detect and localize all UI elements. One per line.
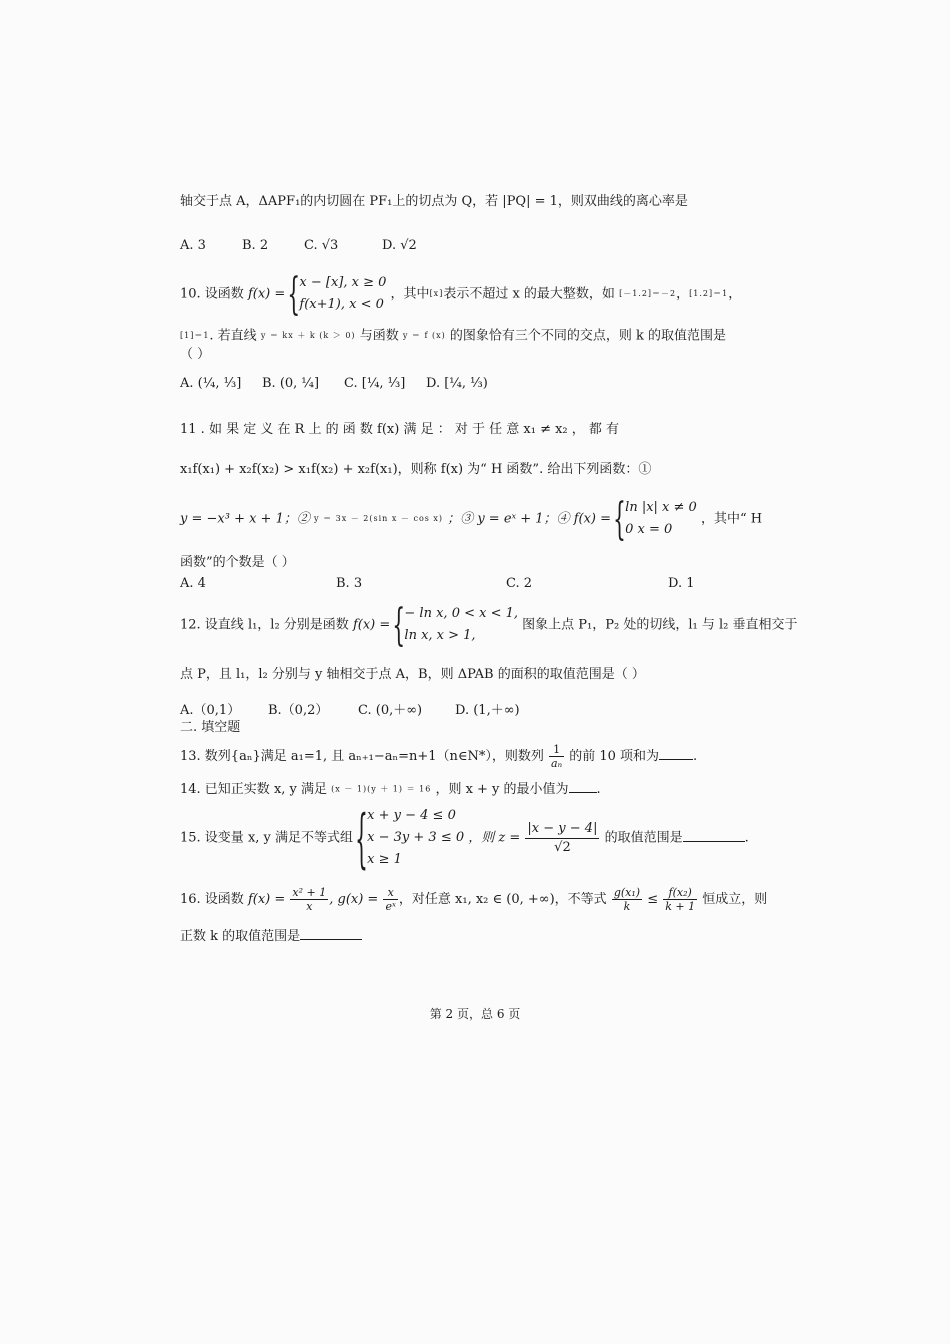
q11-case1: { ln |x| x ≠ 0 xyxy=(625,500,697,515)
q10-case2: f(x+1), x < 0 xyxy=(299,297,384,312)
q12-suffix: 图象上点 P₁，P₂ 处的切线，l₁ 与 l₂ 垂直相交于 xyxy=(522,617,798,633)
q10-option-d: D. [¼, ⅓) xyxy=(426,376,488,391)
q15-case1: { x + y − 4 ≤ 0 xyxy=(367,808,456,823)
q11-func2: y ＝ 3x － 2(sin x － cos x) xyxy=(314,514,444,523)
q9-option-d: D. √2 xyxy=(382,238,417,253)
q12-fx: f(x) = xyxy=(352,617,391,633)
q16-prefix: 16. 设函数 xyxy=(180,892,244,907)
q15-frac-num: |x − y − 4| xyxy=(525,820,599,839)
q10-prefix: 10. 设函数 xyxy=(180,286,244,302)
q16-line1 xyxy=(180,886,767,913)
q16-g-fraction xyxy=(383,886,397,913)
q16-g-num: x xyxy=(383,886,397,900)
q14-text2: ，则 x + y 的最小值为 xyxy=(435,782,569,797)
q12-option-d: D. (1,＋∞) xyxy=(455,703,520,718)
q11-piecewise xyxy=(615,497,697,541)
q11-func3: ；③ y = eˣ + 1；④ f(x) = xyxy=(447,511,612,527)
q10-line-equation: y ＝ kx ＋ k (k ＞ 0) xyxy=(260,331,356,340)
q15-system xyxy=(357,805,464,871)
q12-option-c: C. (0,＋∞) xyxy=(358,703,423,718)
q10-answer-paren: （ ） xyxy=(180,347,211,362)
q11-line1: 11 . 如 果 定 义 在 R 上 的 函 数 f(x) 满 足 ： 对 于 任 意 x₁ ≠ x₂ ， 都 有 xyxy=(180,422,620,437)
q10-example2: [1.2]＝1 xyxy=(689,289,729,298)
q9-option-c: C. √3 xyxy=(304,238,339,253)
q15-line xyxy=(180,805,749,871)
q10-fx: f(x) = xyxy=(247,286,286,302)
q16-l-num: g(x₁) xyxy=(613,886,641,899)
q11-line3 xyxy=(180,497,762,541)
q15-mid: ，则 z = xyxy=(468,830,521,846)
q10-example3: [1]＝1 xyxy=(180,331,210,340)
q16-answer-blank[interactable] xyxy=(300,927,362,940)
q15-case2: x − 3y + 3 ≤ 0 xyxy=(367,830,465,845)
q15-prefix: 15. 设变量 x, y 满足不等式组 xyxy=(180,830,354,846)
q13-fraction xyxy=(549,743,564,770)
q13-frac-num: 1 xyxy=(549,743,564,757)
q16-suffix: 恒成立，则 xyxy=(702,892,768,907)
q13-frac-den: aₙ xyxy=(551,757,563,770)
q14-equation: (x － 1)(y ＋ 1) ＝ 16 xyxy=(331,784,432,794)
q9-option-a: A. 3 xyxy=(180,238,206,253)
q13-text1: 13. 数列{aₙ}满足 a₁=1, 且 aₙ₊₁−aₙ=n+1（n∈N*），则数列 xyxy=(180,749,544,764)
q14-end: . xyxy=(596,782,601,797)
q10-text2: 表示不超过 x 的最大整数，如 xyxy=(443,286,615,302)
q10-line1: 10. 设函数 f(x) = { x − [x], x ≥ 0 f(x+1), x < 0 ，其中[x]表示不超过 x 的最大整数，如 [－1.2]＝－2，[1.2]＝1， xyxy=(180,272,741,316)
q11-line2: x₁f(x₁) + x₂f(x₂) > x₁f(x₂) + x₂f(x₁)，则称 f(x) 为“ H 函数”. 给出下列函数：① xyxy=(180,462,652,477)
q13-text2: 的前 10 项和为 xyxy=(569,749,660,764)
q12-option-a: A.（0,1） xyxy=(180,703,241,718)
q12-line1 xyxy=(180,603,797,647)
q10-option-c: C. [¼, ⅓] xyxy=(344,376,406,391)
q15-end: . xyxy=(744,830,749,846)
q10-piecewise xyxy=(289,272,386,316)
q16-f-fraction xyxy=(290,886,328,913)
q10-option-b: B. (0, ¼] xyxy=(262,376,320,391)
q10-func-equation: y ＝ f (x) xyxy=(402,331,446,340)
q12-line2: 点 P，且 l₁，l₂ 分别与 y 轴相交于点 A，B，则 ΔPAB 的面积的取值范围是（ ） xyxy=(180,667,645,682)
q11-func1: y = −x³ + x + 1；② xyxy=(180,511,310,527)
q11-case2: 0 x = 0 xyxy=(625,522,673,537)
q15-answer-blank[interactable] xyxy=(683,829,745,842)
q16-le: ≤ xyxy=(647,892,659,907)
q16-line2-text: 正数 k 的取值范围是 xyxy=(180,929,301,944)
q10-case1: { x − [x], x ≥ 0 xyxy=(299,275,387,290)
q11-text: ，其中“ H xyxy=(700,511,763,527)
q10-bracket-x: [x] xyxy=(429,289,444,298)
q9-line: 轴交于点 A，ΔAPF₁的内切圆在 PF₁上的切点为 Q，若 |PQ| = 1，则双曲线的离心率是 xyxy=(180,194,688,209)
q15-suffix: 的取值范围是 xyxy=(604,830,683,846)
q13-answer-blank[interactable] xyxy=(659,747,693,760)
q10-option-a: A. (¼, ⅓] xyxy=(180,376,242,391)
q16-line2 xyxy=(180,927,362,946)
q12-prefix: 12. 设直线 l₁，l₂ 分别是函数 xyxy=(180,617,349,633)
q10-text5: 的图象恰有三个不同的交点，则 k 的取值范围是 xyxy=(449,328,727,344)
q10-line2 xyxy=(180,327,726,346)
q12-piecewise xyxy=(394,603,518,647)
q15-fraction xyxy=(525,820,599,857)
q12-case1: { − ln x, 0 < x < 1, xyxy=(404,606,519,621)
q15-frac-den: √2 xyxy=(554,839,571,855)
q10-text3: . 若直线 xyxy=(209,328,257,344)
q9-option-b: B. 2 xyxy=(242,238,269,253)
q16-left-fraction xyxy=(612,886,642,913)
q16-mid: ，对任意 x₁, x₂ ∈ (0, +∞)，不等式 xyxy=(398,892,607,907)
q16-g-label: , g(x) = xyxy=(329,892,379,907)
q11-option-a: A. 4 xyxy=(180,576,206,591)
q16-g-den: eˣ xyxy=(385,900,396,913)
q13-line xyxy=(180,743,697,770)
q12-option-b: B.（0,2） xyxy=(268,703,329,718)
q11-line4: 函数”的个数是（ ） xyxy=(180,555,295,570)
q11-option-d: D. 1 xyxy=(668,576,695,591)
q10-text4: 与函数 xyxy=(359,328,399,344)
q16-right-fraction xyxy=(663,886,697,913)
q14-line xyxy=(180,780,601,799)
q13-end: . xyxy=(693,749,698,764)
q15-case3: x ≥ 1 xyxy=(367,852,402,867)
q16-r-num: f(x₂) xyxy=(663,886,697,900)
q11-option-c: C. 2 xyxy=(506,576,533,591)
q10-example1: [－1.2]＝－2 xyxy=(619,289,677,298)
q16-f-num: x² + 1 xyxy=(292,886,327,899)
section-heading: 二. 填空题 xyxy=(180,720,241,735)
q14-answer-blank[interactable] xyxy=(569,780,597,793)
q14-text1: 14. 已知正实数 x, y 满足 xyxy=(180,782,328,797)
q16-f-den: x xyxy=(306,900,313,913)
page-footer: 第 2 页，总 6 页 xyxy=(429,1007,521,1021)
q10-text1: ，其中 xyxy=(390,286,430,302)
q16-f-label: f(x) = xyxy=(247,892,286,907)
q16-r-den: k + 1 xyxy=(665,900,696,913)
q11-option-b: B. 3 xyxy=(336,576,363,591)
q16-l-den: k xyxy=(623,900,631,913)
q12-case2: ln x, x > 1, xyxy=(404,628,476,643)
